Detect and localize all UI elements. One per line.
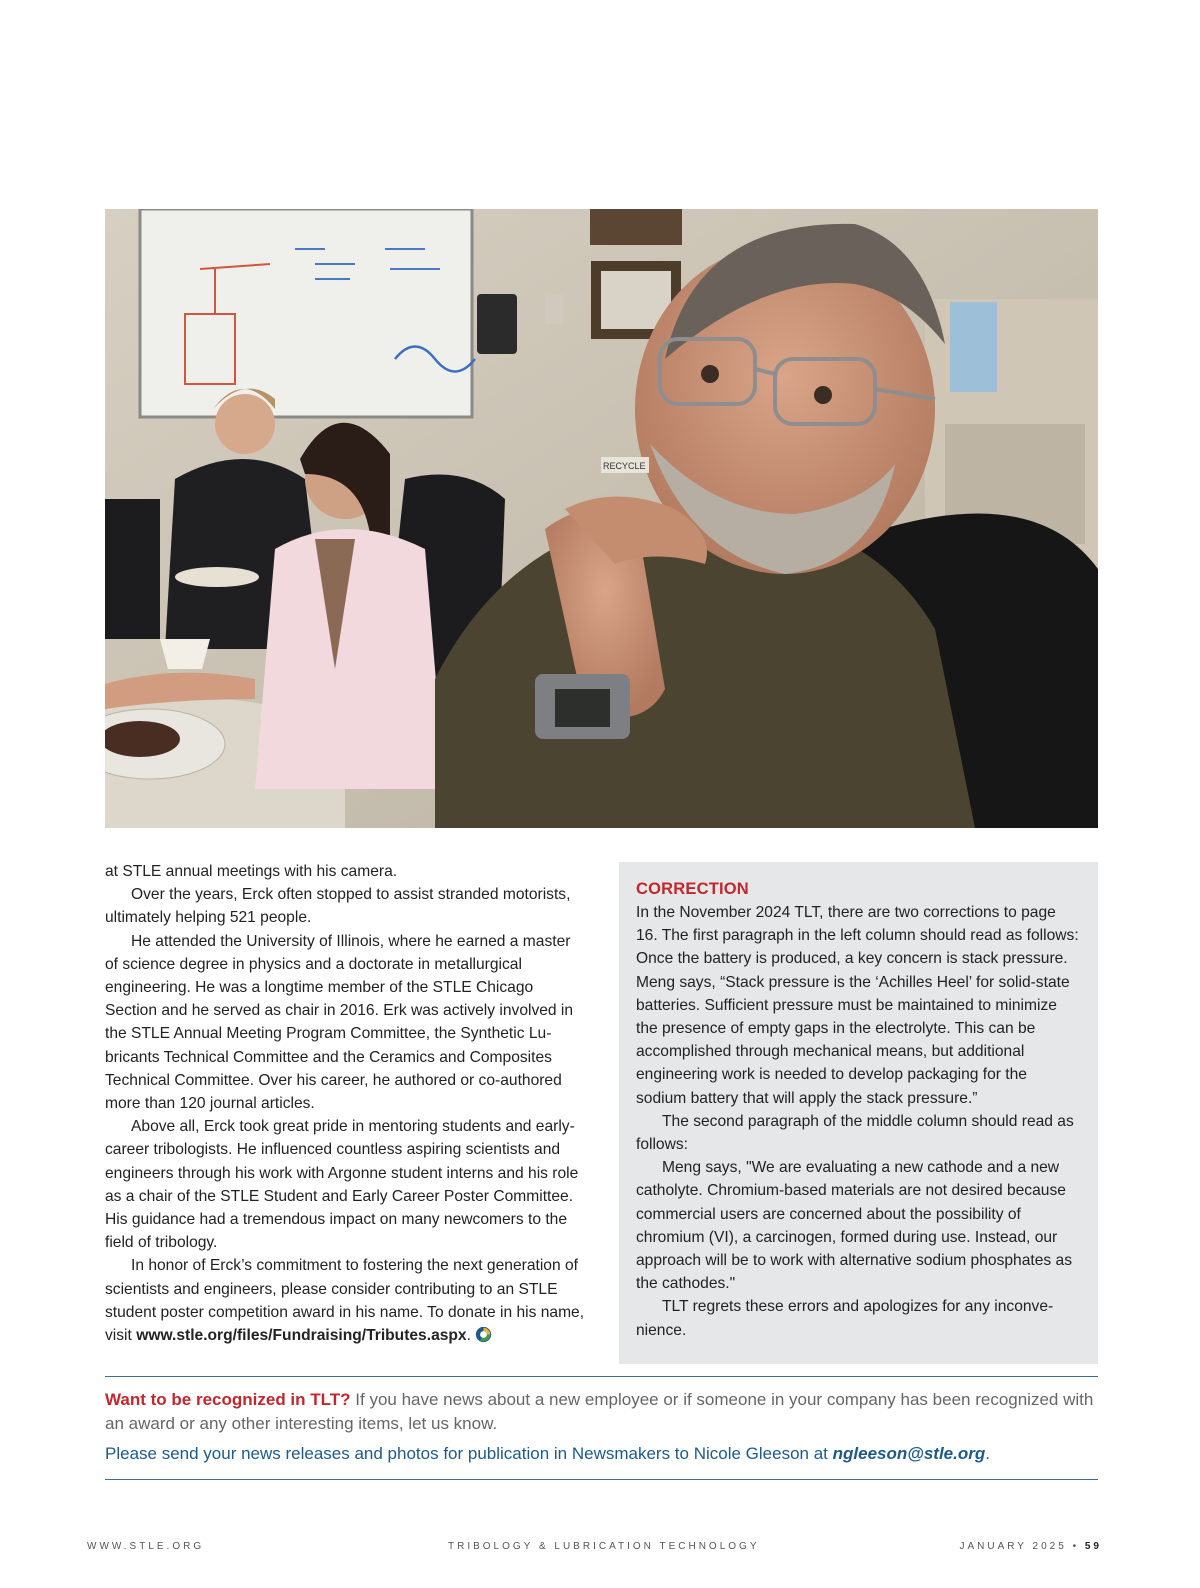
notice-send-end: . — [985, 1444, 990, 1463]
article-paragraph: Over the years, Erck often stopped to assist stranded motorists, ultimately helping 521 people. — [105, 886, 571, 927]
tribute-article-column — [105, 860, 587, 1347]
photo-icon — [105, 209, 1098, 828]
newsmakers-notice — [105, 1388, 1098, 1466]
correction-paragraph: In the November 2024 TLT, there are two corrections to page 16. The first paragraph in the left column should read as follows: Once the battery is produced, a key concern is stack pressure. Meng says, “Stack pressure is the ‘Achilles Heel’ for solid-state batteries. Sufficient pressure must be maintained to minimize the presence of empty gaps in the electrolyte. This can be accomplished through mechanical means, but additional engineering work is needed to develop packaging for the sodium battery that will apply the stack pressure.” — [636, 904, 1079, 1107]
correction-heading: CORRECTION — [636, 880, 749, 898]
notice-send-line — [105, 1442, 1098, 1466]
stle-end-mark-icon — [475, 1326, 492, 1343]
correction-paragraph: Meng says, "We are evaluating a new cathode and a new catholyte. Chromium-based materials are not desired because commercial users are concerned about the possibility of chromium (VI), a carcinogen, formed during use. Instead, our approach will be to work with alternative sodium phosphates as the cathodes." — [636, 1159, 1072, 1293]
footer-publication: TRIBOLOGY & LUBRICATION TECHNOLOGY — [448, 1541, 760, 1552]
article-paragraph: Above all, Erck took great pride in mentoring students and early-career tribologists. He influenced countless aspiring scientists and engineers through his work with Argonne student interns and his role as a chair of the STLE Student and Early Career Poster Committee. His guidance had a tremendous impact on many newcomers to the field of tribology. — [105, 1118, 579, 1252]
article-paragraph: He attended the University of Illinois, where he earned a master of science degree in physics and a doctorate in metallurgical engineering. He was a longtime member of the STLE Chicago Section and he served as chair in 2016. Erk was actively involved in the STLE Annual Meeting Program Committee, the Synthetic Lubricants Technical Committee and the Ceramics and Composites Technical Committee. Over his career, he authored or co-authored more than 120 journal articles. — [105, 932, 574, 1113]
article-paragraph — [105, 1254, 587, 1347]
notice-bottom-rule — [105, 1479, 1098, 1480]
correction-paragraph: TLT regrets these errors and apologizes for any inconvenience. — [636, 1298, 1054, 1339]
footer-date-page — [959, 1541, 1102, 1552]
donate-end: . — [466, 1327, 471, 1345]
notice-email-link[interactable]: ngleeson@stle.org — [832, 1444, 986, 1463]
donate-text: In honor of Erck’s commitment to fostering the next generation of scientists and engineers, please consider contributing to an STLE student poster competition award in his name. To donate in his name, visit — [105, 1257, 585, 1345]
donate-link[interactable]: www.stle.org/files/Fundraising/Tributes.aspx — [136, 1327, 467, 1345]
tribute-photo — [105, 209, 1098, 828]
footer-date: JANUARY 2025 — [959, 1541, 1067, 1552]
page-number: 59 — [1084, 1541, 1102, 1552]
footer-separator: • — [1072, 1541, 1080, 1552]
notice-send-text: Please send your news releases and photos for publication in Newsmakers to Nicole Gleeson at — [105, 1444, 833, 1463]
recycle-sign: RECYCLE — [603, 461, 646, 471]
footer-website[interactable]: WWW.STLE.ORG — [87, 1541, 205, 1552]
notice-top-rule — [105, 1376, 1098, 1377]
correction-sidebar — [619, 862, 1098, 1364]
article-paragraph: at STLE annual meetings with his camera. — [105, 863, 398, 880]
page-footer — [0, 1541, 1200, 1557]
notice-lead: Want to be recognized in TLT? — [105, 1390, 351, 1409]
correction-paragraph: The second paragraph of the middle column should read as follows: — [636, 1112, 1074, 1154]
notice-text: If you have news about a new employee or if someone in your company has been recognized with an award or any other interesting items, let us know. — [105, 1390, 1094, 1433]
notice-line — [105, 1388, 1098, 1436]
